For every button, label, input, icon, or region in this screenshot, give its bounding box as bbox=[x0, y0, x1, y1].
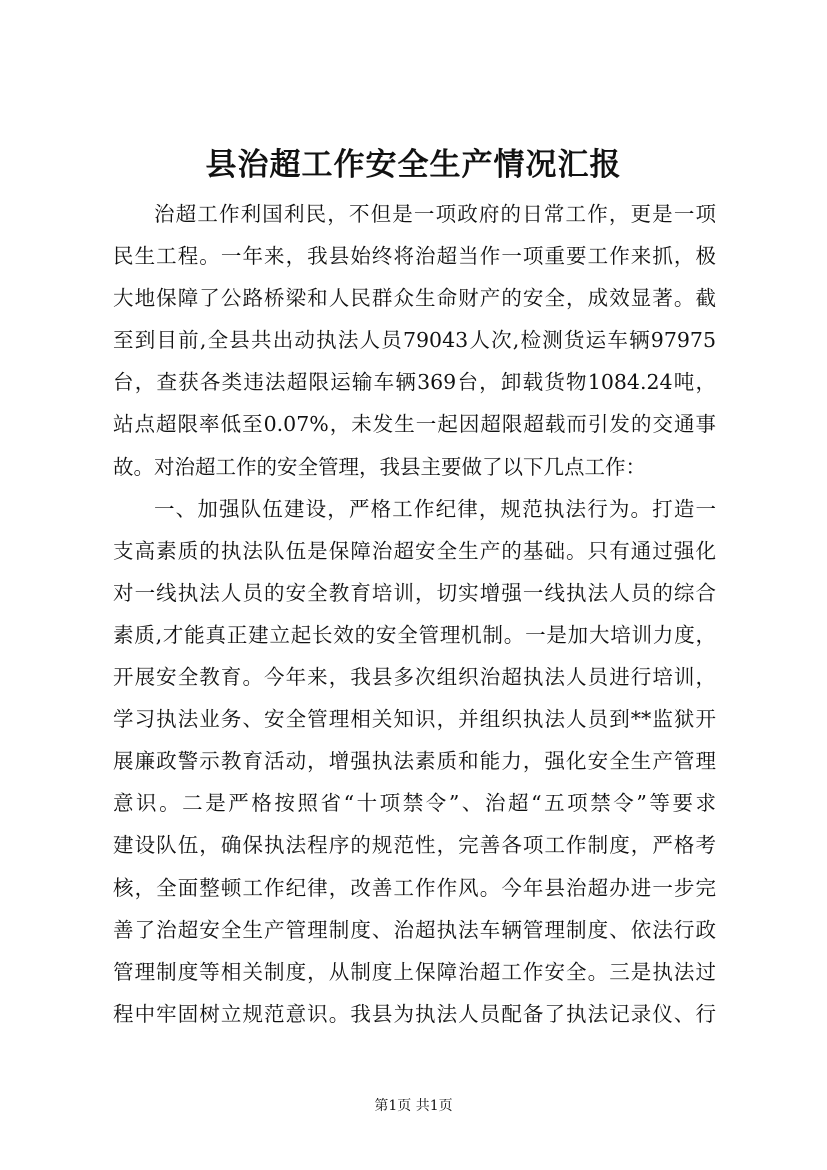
body-line: 民生工程。一年来，我县始终将治超当作一项重要工作来抓，极 bbox=[113, 244, 716, 269]
body-line: 善了治超安全生产管理制度、治超执法车辆管理制度、依法行政 bbox=[113, 917, 716, 942]
body-line: 大地保障了公路桥梁和人民群众生命财产的安全，成效显著。截 bbox=[113, 286, 716, 311]
page-footer: 第1页 共1页 bbox=[374, 1098, 453, 1114]
document-body bbox=[113, 193, 716, 1035]
body-line: 站点超限率低至0.07%，未发生一起因超限超载而引发的交通事 bbox=[113, 412, 716, 437]
body-line: 至到目前,全县共出动执法人员79043人次,检测货运车辆97975 bbox=[113, 328, 716, 353]
body-line: 台，查获各类违法超限运输车辆369台，卸载货物1084.24吨， bbox=[113, 370, 716, 395]
body-line: 展廉政警示教育活动，增强执法素质和能力，强化安全生产管理 bbox=[113, 749, 716, 774]
body-line: 支高素质的执法队伍是保障治超安全生产的基础。只有通过强化 bbox=[113, 538, 716, 563]
body-line: 故。对治超工作的安全管理，我县主要做了以下几点工作： bbox=[113, 454, 646, 479]
body-line: 开展安全教育。今年来，我县多次组织治超执法人员进行培训， bbox=[113, 665, 716, 690]
body-line: 核，全面整顿工作纪律，改善工作作风。今年县治超办进一步完 bbox=[113, 875, 716, 900]
body-line: 意识。二是严格按照省“十项禁令”、治超“五项禁令”等要求 bbox=[113, 791, 716, 816]
document-title: 县治超工作安全生产情况汇报 bbox=[205, 147, 622, 183]
body-line: 管理制度等相关制度，从制度上保障治超工作安全。三是执法过 bbox=[113, 959, 716, 984]
body-line: 一、加强队伍建设，严格工作纪律，规范执法行为。打造一 bbox=[154, 496, 716, 521]
body-line: 素质,才能真正建立起长效的安全管理机制。一是加大培训力度， bbox=[113, 622, 716, 647]
body-line: 学习执法业务、安全管理相关知识，并组织执法人员到**监狱开 bbox=[113, 707, 716, 732]
body-line: 建设队伍，确保执法程序的规范性，完善各项工作制度，严格考 bbox=[113, 833, 716, 858]
body-line: 治超工作利国利民，不但是一项政府的日常工作，更是一项 bbox=[154, 202, 716, 226]
body-line: 对一线执法人员的安全教育培训，切实增强一线执法人员的综合 bbox=[113, 580, 716, 605]
body-line: 程中牢固树立规范意识。我县为执法人员配备了执法记录仪、行 bbox=[113, 1001, 716, 1026]
